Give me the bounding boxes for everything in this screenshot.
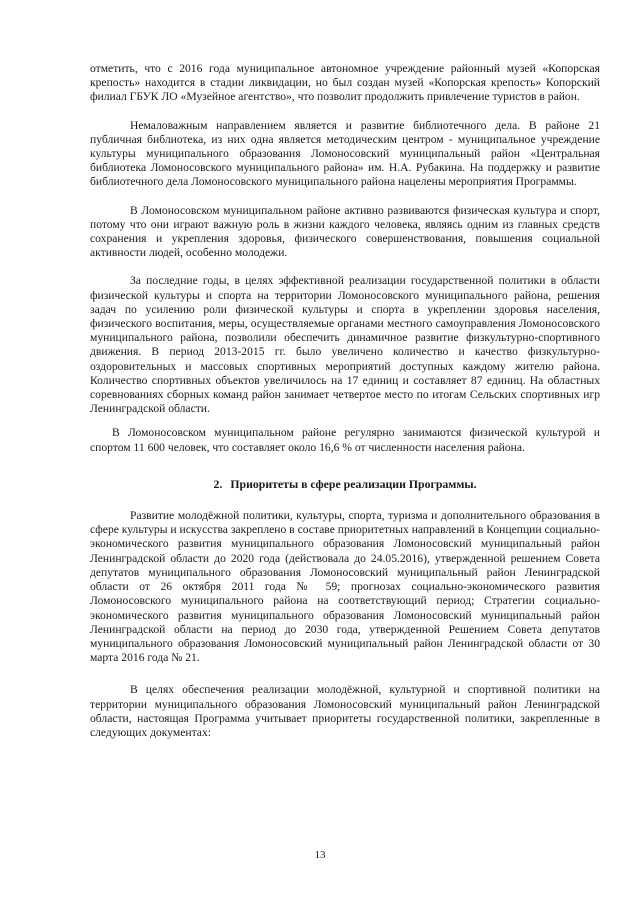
page-number: 13	[314, 849, 326, 861]
paragraph-library: Немаловажным направлением является и развитие библиотечного дела. В районе 21 публичная библиотека, из них одна является методическим центром - муниципальное учреждение культуры муниципального образования Ломоносовский муниципальный район «Центральная библиотека Ломоносовского муниципального района» им. Н.А. Рубакина. На поддержку и развитие библиотечного дела Ломоносовского муниципального района нацелены мероприятия Программы.	[90, 118, 600, 189]
paragraph-sport-policy: За последние годы, в целях эффективной реализации государственной политики в области физической культуры и спорта на территории Ломоносовского муниципального района, решения задач по усилению роли физической культуры и спорта в укреплении здоровья населения, физического воспитания, меры, осуществляемые органами местного самоуправления Ломоносовского муниципального района, позволили обеспечить динамичное развитие физкультурно-спортивного движения. В период 2013-2015 гг. было увеличено количество и качество физкультурно-оздоровительных и массовых спортивных мероприятий доступных каждому жителю района. Количество спортивных объектов увеличилось на 17 единиц и составляет 87 единиц. На областных соревнованиях сборных команд район занимает четвертое место по итогам Сельских спортивных игр Ленинградской области.	[90, 274, 600, 416]
paragraph-priorities: Развитие молодёжной политики, культуры, спорта, туризма и дополнительного образования в сфере культуры и искусства закреплено в составе приоритетных направлений в Концепции социально-экономического развития муниципального образования Ломоносовский муниципальный район Ленинградской области до 2020 года (действовала до 24.05.2016), утвержденной решением Совета депутатов муниципального образования Ломоносовский муниципальный район Ленинградской области от 26 октября 2011 года № 59; прогнозах социально-экономического развития Ломоносовского муниципального района на соответствующий период; Стратегии социально-экономического развития муниципального образования Ломоносовский муниципальный район Ленинградской области на период до 2030 года, утвержденной Решением Совета депутатов муниципального образования Ломоносовский муниципальный район Ленинградской области от 30 марта 2016 года № 21.	[90, 509, 600, 665]
section-number: 2.	[213, 476, 223, 491]
document-page	[90, 62, 600, 740]
paragraph-policy-documents: В целях обеспечения реализации молодёжной, культурной и спортивной политики на территории муниципального образования Ломоносовский муниципальный район Ленинградской области, настоящая Программа учитывает приоритеты государственной политики, закрепленные в следующих документах:	[90, 683, 600, 739]
paragraph-museum: отметить, что с 2016 года муниципальное автономное учреждение районный музей «Копорская крепость» находится в стадии ликвидации, но был создан музей «Копорская крепость» Копорский филиал ГБУК ЛО «Музейное агентство», что позволит продолжить привлечение туристов в район.	[90, 62, 600, 104]
paragraph-sport-stats: В Ломоносовском муниципальном районе регулярно занимаются физической культурой и спортом 11 600 человек, что составляет около 16,6 % от численности населения района.	[90, 426, 600, 454]
section-heading	[90, 477, 600, 491]
paragraph-sport-intro: В Ломоносовском муниципальном районе активно развиваются физическая культура и спорт, потому что они играют важную роль в жизни каждого человека, являясь одним из главных средств сохранения и укрепления здоровья, физического совершенствования, повышения социальной активности людей, особенно молодежи.	[90, 203, 600, 260]
section-title: Приоритеты в сфере реализации Программы.	[230, 476, 477, 491]
